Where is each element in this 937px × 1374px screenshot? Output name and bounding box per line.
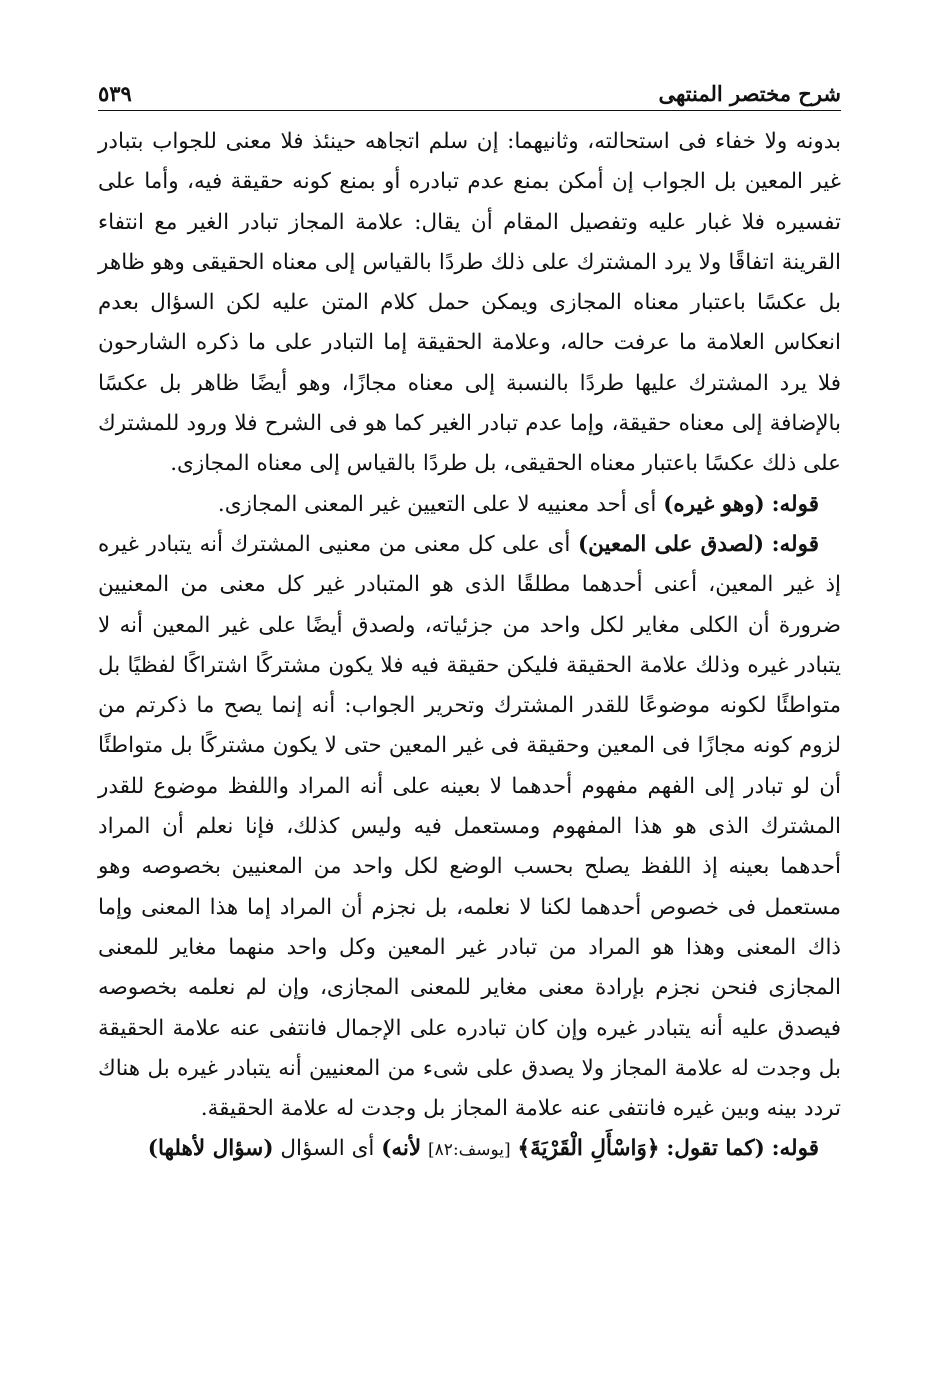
page-body bbox=[98, 122, 841, 1171]
commentary-label: قوله: bbox=[771, 531, 819, 557]
page-header bbox=[98, 70, 841, 106]
paragraph bbox=[98, 122, 841, 485]
quoted-phrase: (لصدق على المعين) bbox=[577, 531, 764, 557]
quoted-phrase: (كما تقول: bbox=[666, 1136, 765, 1162]
page-number: ٥٣٩ bbox=[98, 81, 132, 106]
paragraph-text: أى أحد معنييه لا على التعيين غير المعنى المجازى. bbox=[217, 491, 657, 517]
verse-reference: [يوسف:٨٢] bbox=[428, 1140, 511, 1161]
commentary-label: قوله: bbox=[771, 491, 819, 517]
paragraph bbox=[98, 485, 841, 525]
running-title: شرح مختصر المنتهى bbox=[658, 81, 841, 106]
commentary-label: قوله: bbox=[771, 1136, 819, 1162]
quoted-phrase: (وهو غيره) bbox=[663, 491, 765, 517]
paragraph bbox=[98, 1129, 841, 1170]
quran-verse: ﴿وَاسْأَلِ الْقَرْيَةَ﴾ bbox=[517, 1136, 660, 1162]
paragraph-text: أى السؤال bbox=[280, 1136, 375, 1162]
paragraph bbox=[98, 525, 841, 1129]
paragraph-text: بدونه ولا خفاء فى استحالته، وثانيهما: إن سلم اتجاهه حينئذ فلا معنى للجواب بتبادر غير المعين بل الجواب إن أمكن بمنع عدم تبادره أو بمنع كونه حقيقة فيه، وأما على تفسيره فلا غبار عليه وتفصيل المقام أن يقال: علامة المجاز تبادر الغير مع انتفاء القرينة اتفاقًا ولا يرد المشترك على ذلك طردًا بالقياس إلى معناه الحقيقى وهو ظاهر بل عكسًا باعتبار معناه المجازى ويمكن حمل كلام المتن عليه لكن السؤال بعدم انعكاس العلامة ما عرفت حاله، وعلامة الحقيقة إما التبادر على ما ذكره الشارحون فلا يرد المشترك عليها طردًا بالنسبة إلى معناه مجازًا، وهو أيضًا ظاهر بل عكسًا بالإضافة إلى معناه حقيقة، وإما عدم تبادر الغير كما هو فى الشرح فلا ورود للمشترك على ذلك عكسًا باعتبار معناه الحقيقى، بل طردًا بالقياس إلى معناه المجازى. bbox=[98, 129, 841, 477]
paragraph-text: أى على كل معنى من معنيى المشترك أنه يتبادر غيره إذ غير المعين، أعنى أحدهما مطلقًا الذى هو المتبادر غير كل معنى من المعنيين ضرورة أن الكلى مغاير لكل واحد من جزئياته، ولصدق أيضًا على غير المعين أنه لا يتبادر غيره وذلك علامة الحقيقة فليكن حقيقة فيه فلا يكون مشتركًا اشتراكًا لفظيًا بل متواطئًا لكونه موضوعًا للقدر المشترك وتحرير الجواب: أنه إنما يصح ما ذكرتم من لزوم كونه مجازًا فى المعين وحقيقة فى غير المعين حتى لا يكون مشتركًا بل متواطئًا أن لو تبادر إلى الفهم مفهوم أحدهما لا بعينه على أنه المراد واللفظ موضوع للقدر المشترك الذى هو هذا المفهوم ومستعمل فيه وليس كذلك، فإنا نعلم أن المراد أحدهما بعينه إذ اللفظ يصلح بحسب الوضع لكل واحد من المعنيين بخصوصه وهو مستعمل فى خصوص أحدهما لكنا لا نعلمه، بل نجزم أن المراد إما هذا المعنى وإما ذاك المعنى وهذا هو المراد من تبادر غير المعين وكل واحد منهما مغاير للمعنى المجازى فنحن نجزم بإرادة معنى مغاير للمعنى المجازى، وإن لم نعلمه بخصوصه فيصدق عليه أنه يتبادر غيره وإن كان تبادره على الإجمال فانتفى عنه علامة الحقيقة بل وجدت له علامة المجاز ولا يصدق على شىء من المعنيين أنه يتبادر غيره بل هناك تردد بينه وبين غيره فانتفى عنه علامة المجاز بل وجدت له علامة الحقيقة. bbox=[98, 531, 841, 1122]
quoted-phrase: (سؤال لأهلها) bbox=[147, 1136, 274, 1162]
quoted-phrase: لأنه) bbox=[381, 1136, 422, 1162]
header-rule bbox=[98, 110, 841, 111]
